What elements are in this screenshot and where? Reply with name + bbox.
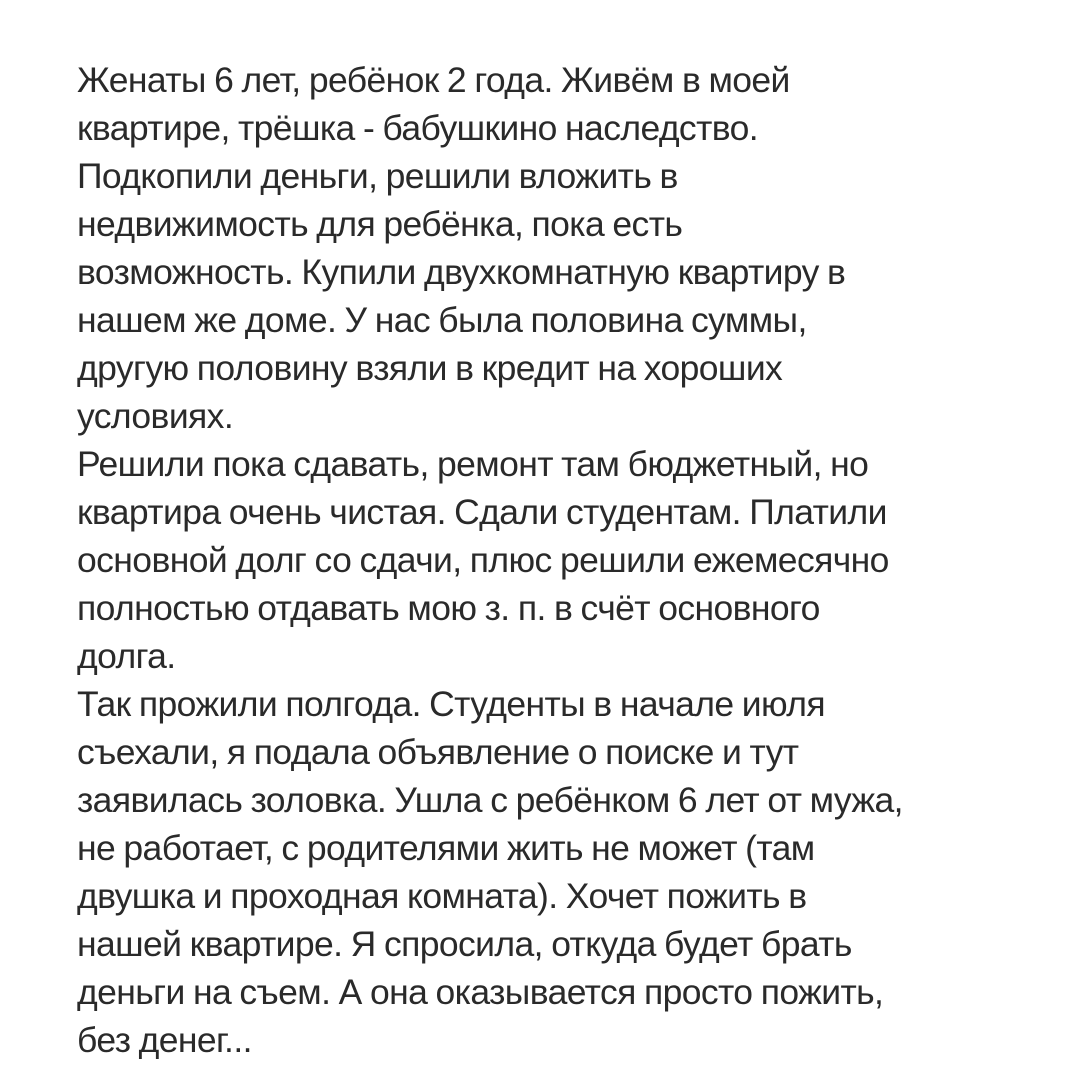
- text-line: не работает, с родителями жить не может (там: [77, 828, 815, 868]
- text-line: съехали, я подала объявление о поиске и тут: [77, 732, 799, 772]
- text-line: двушка и проходная комната). Хочет пожить в: [77, 876, 807, 916]
- text-line: возможность. Купили двухкомнатную квартиру в: [77, 252, 846, 292]
- text-line: недвижимость для ребёнка, пока есть: [77, 204, 683, 244]
- text-line: основной долг со сдачи, плюс решили ежемесячно: [77, 540, 889, 580]
- story-text: [77, 56, 1067, 1064]
- text-line: деньги на съем. А она оказывается просто пожить,: [77, 972, 884, 1012]
- text-line: без денег...: [77, 1020, 252, 1060]
- text-line: долга.: [77, 636, 176, 676]
- text-line: Так прожили полгода. Студенты в начале июля: [77, 684, 825, 724]
- text-line: нашей квартире. Я спросила, откуда будет брать: [77, 924, 852, 964]
- text-line: полностью отдавать мою з. п. в счёт основного: [77, 588, 820, 628]
- text-line: Подкопили деньги, решили вложить в: [77, 156, 678, 196]
- text-line: условиях.: [77, 396, 234, 436]
- text-line: квартира очень чистая. Сдали студентам. Платили: [77, 492, 887, 532]
- text-line: другую половину взяли в кредит на хороших: [77, 348, 783, 388]
- text-line: Решили пока сдавать, ремонт там бюджетный, но: [77, 444, 869, 484]
- text-line: заявилась золовка. Ушла с ребёнком 6 лет от мужа,: [77, 780, 903, 820]
- text-line: квартире, трёшка - бабушкино наследство.: [77, 108, 759, 148]
- text-line: Женаты 6 лет, ребёнок 2 года. Живём в моей: [77, 60, 790, 100]
- text-line: нашем же доме. У нас была половина суммы,: [77, 300, 807, 340]
